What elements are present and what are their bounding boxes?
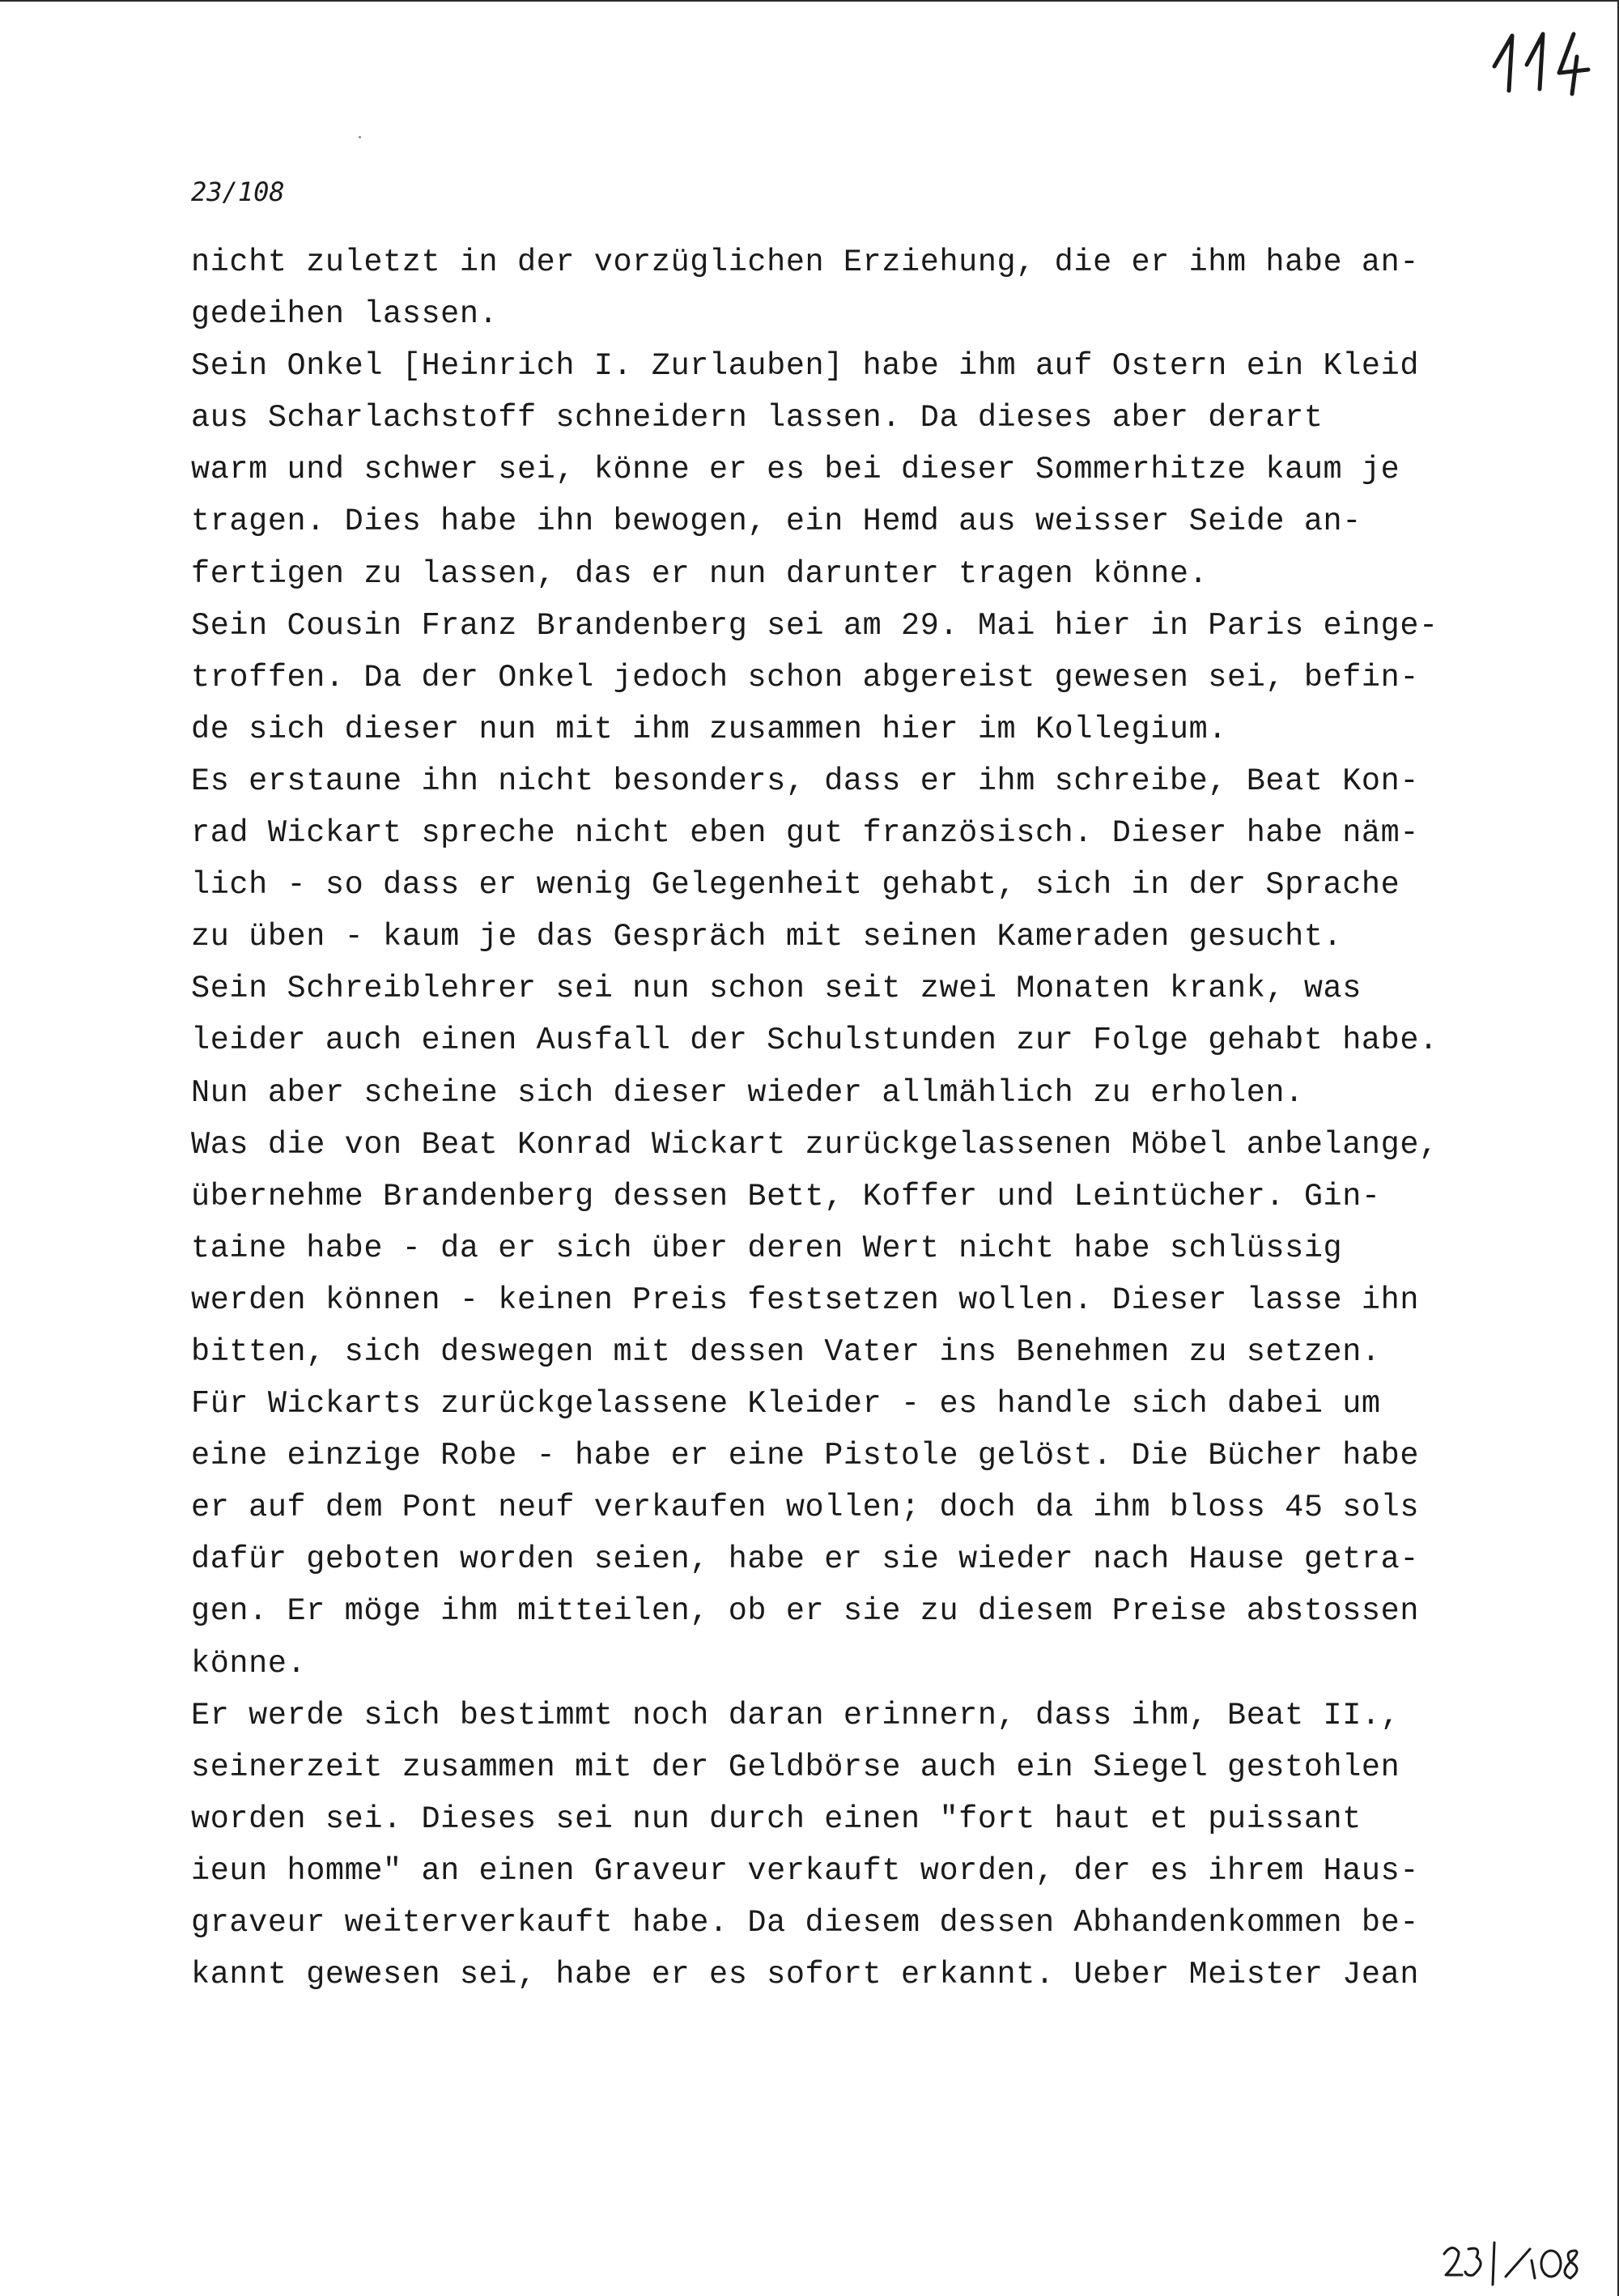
text-line: de sich dieser nun mit ihm zusammen hier im Kollegium.: [191, 711, 1228, 747]
text-line: eine einzige Robe - habe er eine Pistole gelöst. Die Bücher habe: [191, 1438, 1420, 1474]
text-line: werden können - keinen Preis festsetzen wollen. Dieser lasse ihn: [191, 1282, 1420, 1318]
handwritten-reference-drawing: [1441, 2238, 1587, 2286]
text-line: tragen. Dies habe ihn bewogen, ein Hemd aus weisser Seide an-: [191, 504, 1362, 540]
text-line: Sein Cousin Franz Brandenberg sei am 29. Mai hier in Paris einge-: [191, 607, 1438, 644]
text-line: worden sei. Dieses sei nun durch einen "fort haut et puissant: [191, 1801, 1362, 1837]
text-line: Es erstaune ihn nicht besonders, dass er ihm schreibe, Beat Kon-: [191, 763, 1420, 799]
document-reference: 23/108: [191, 176, 285, 207]
text-line: leider auch einen Ausfall der Schulstunden zur Folge gehabt habe.: [191, 1023, 1438, 1059]
text-line: aus Scharlachstoff schneidern lassen. Da dieses aber derart: [191, 400, 1324, 436]
text-line: nicht zuletzt in der vorzüglichen Erziehung, die er ihm habe an-: [191, 244, 1420, 280]
text-line: kannt gewesen sei, habe er es sofort erkannt. Ueber Meister Jean: [191, 1957, 1420, 1993]
text-line: Für Wickarts zurückgelassene Kleider - es handle sich dabei um: [191, 1386, 1381, 1422]
handwritten-folio-number: [1488, 24, 1593, 97]
text-line: ieun homme" an einen Graveur verkauft worden, der es ihrem Haus-: [191, 1852, 1420, 1889]
text-line: könne.: [191, 1645, 307, 1682]
text-line: er auf dem Pont neuf verkaufen wollen; doch da ihm bloss 45 sols: [191, 1490, 1420, 1526]
scan-speck: [359, 136, 361, 138]
text-line: graveur weiterverkauft habe. Da diesem dessen Abhandenkommen be-: [191, 1905, 1420, 1941]
text-line: Nun aber scheine sich dieser wieder allmählich zu erholen.: [191, 1074, 1304, 1111]
text-line: gedeihen lassen.: [191, 296, 499, 333]
text-line: Er werde sich bestimmt noch daran erinnern, dass ihm, Beat II.,: [191, 1697, 1400, 1733]
text-line: taine habe - da er sich über deren Wert nicht habe schlüssig: [191, 1230, 1343, 1266]
text-line: troffen. Da der Onkel jedoch schon abgereist gewesen sei, befin-: [191, 659, 1420, 695]
text-line: rad Wickart spreche nicht eben gut französisch. Dieser habe näm-: [191, 815, 1420, 852]
text-line: dafür geboten worden seien, habe er sie wieder nach Hause getra-: [191, 1541, 1420, 1578]
document-body: [191, 236, 1600, 2000]
text-line: übernehme Brandenberg dessen Bett, Koffer und Leintücher. Gin-: [191, 1178, 1381, 1214]
text-line: lich - so dass er wenig Gelegenheit gehabt, sich in der Sprache: [191, 867, 1400, 904]
text-line: Was die von Beat Konrad Wickart zurückgelassenen Möbel anbelange,: [191, 1126, 1438, 1163]
text-line: fertigen zu lassen, das er nun darunter tragen könne.: [191, 555, 1209, 592]
text-line: Sein Onkel [Heinrich I. Zurlauben] habe ihm auf Ostern ein Kleid: [191, 348, 1420, 385]
text-line: Sein Schreiblehrer sei nun schon seit zwei Monaten krank, was: [191, 971, 1362, 1007]
text-line: bitten, sich deswegen mit dessen Vater ins Benehmen zu setzen.: [191, 1333, 1381, 1370]
text-line: warm und schwer sei, könne er es bei dieser Sommerhitze kaum je: [191, 452, 1400, 488]
text-line: seinerzeit zusammen mit der Geldbörse auch ein Siegel gestohlen: [191, 1749, 1400, 1785]
handwritten-page-reference: [1441, 2238, 1587, 2286]
text-line: zu üben - kaum je das Gespräch mit seinen Kameraden gesucht.: [191, 919, 1343, 955]
handwritten-folio-drawing: [1488, 24, 1593, 97]
text-line: gen. Er möge ihm mitteilen, ob er sie zu diesem Preise abstossen: [191, 1593, 1420, 1630]
